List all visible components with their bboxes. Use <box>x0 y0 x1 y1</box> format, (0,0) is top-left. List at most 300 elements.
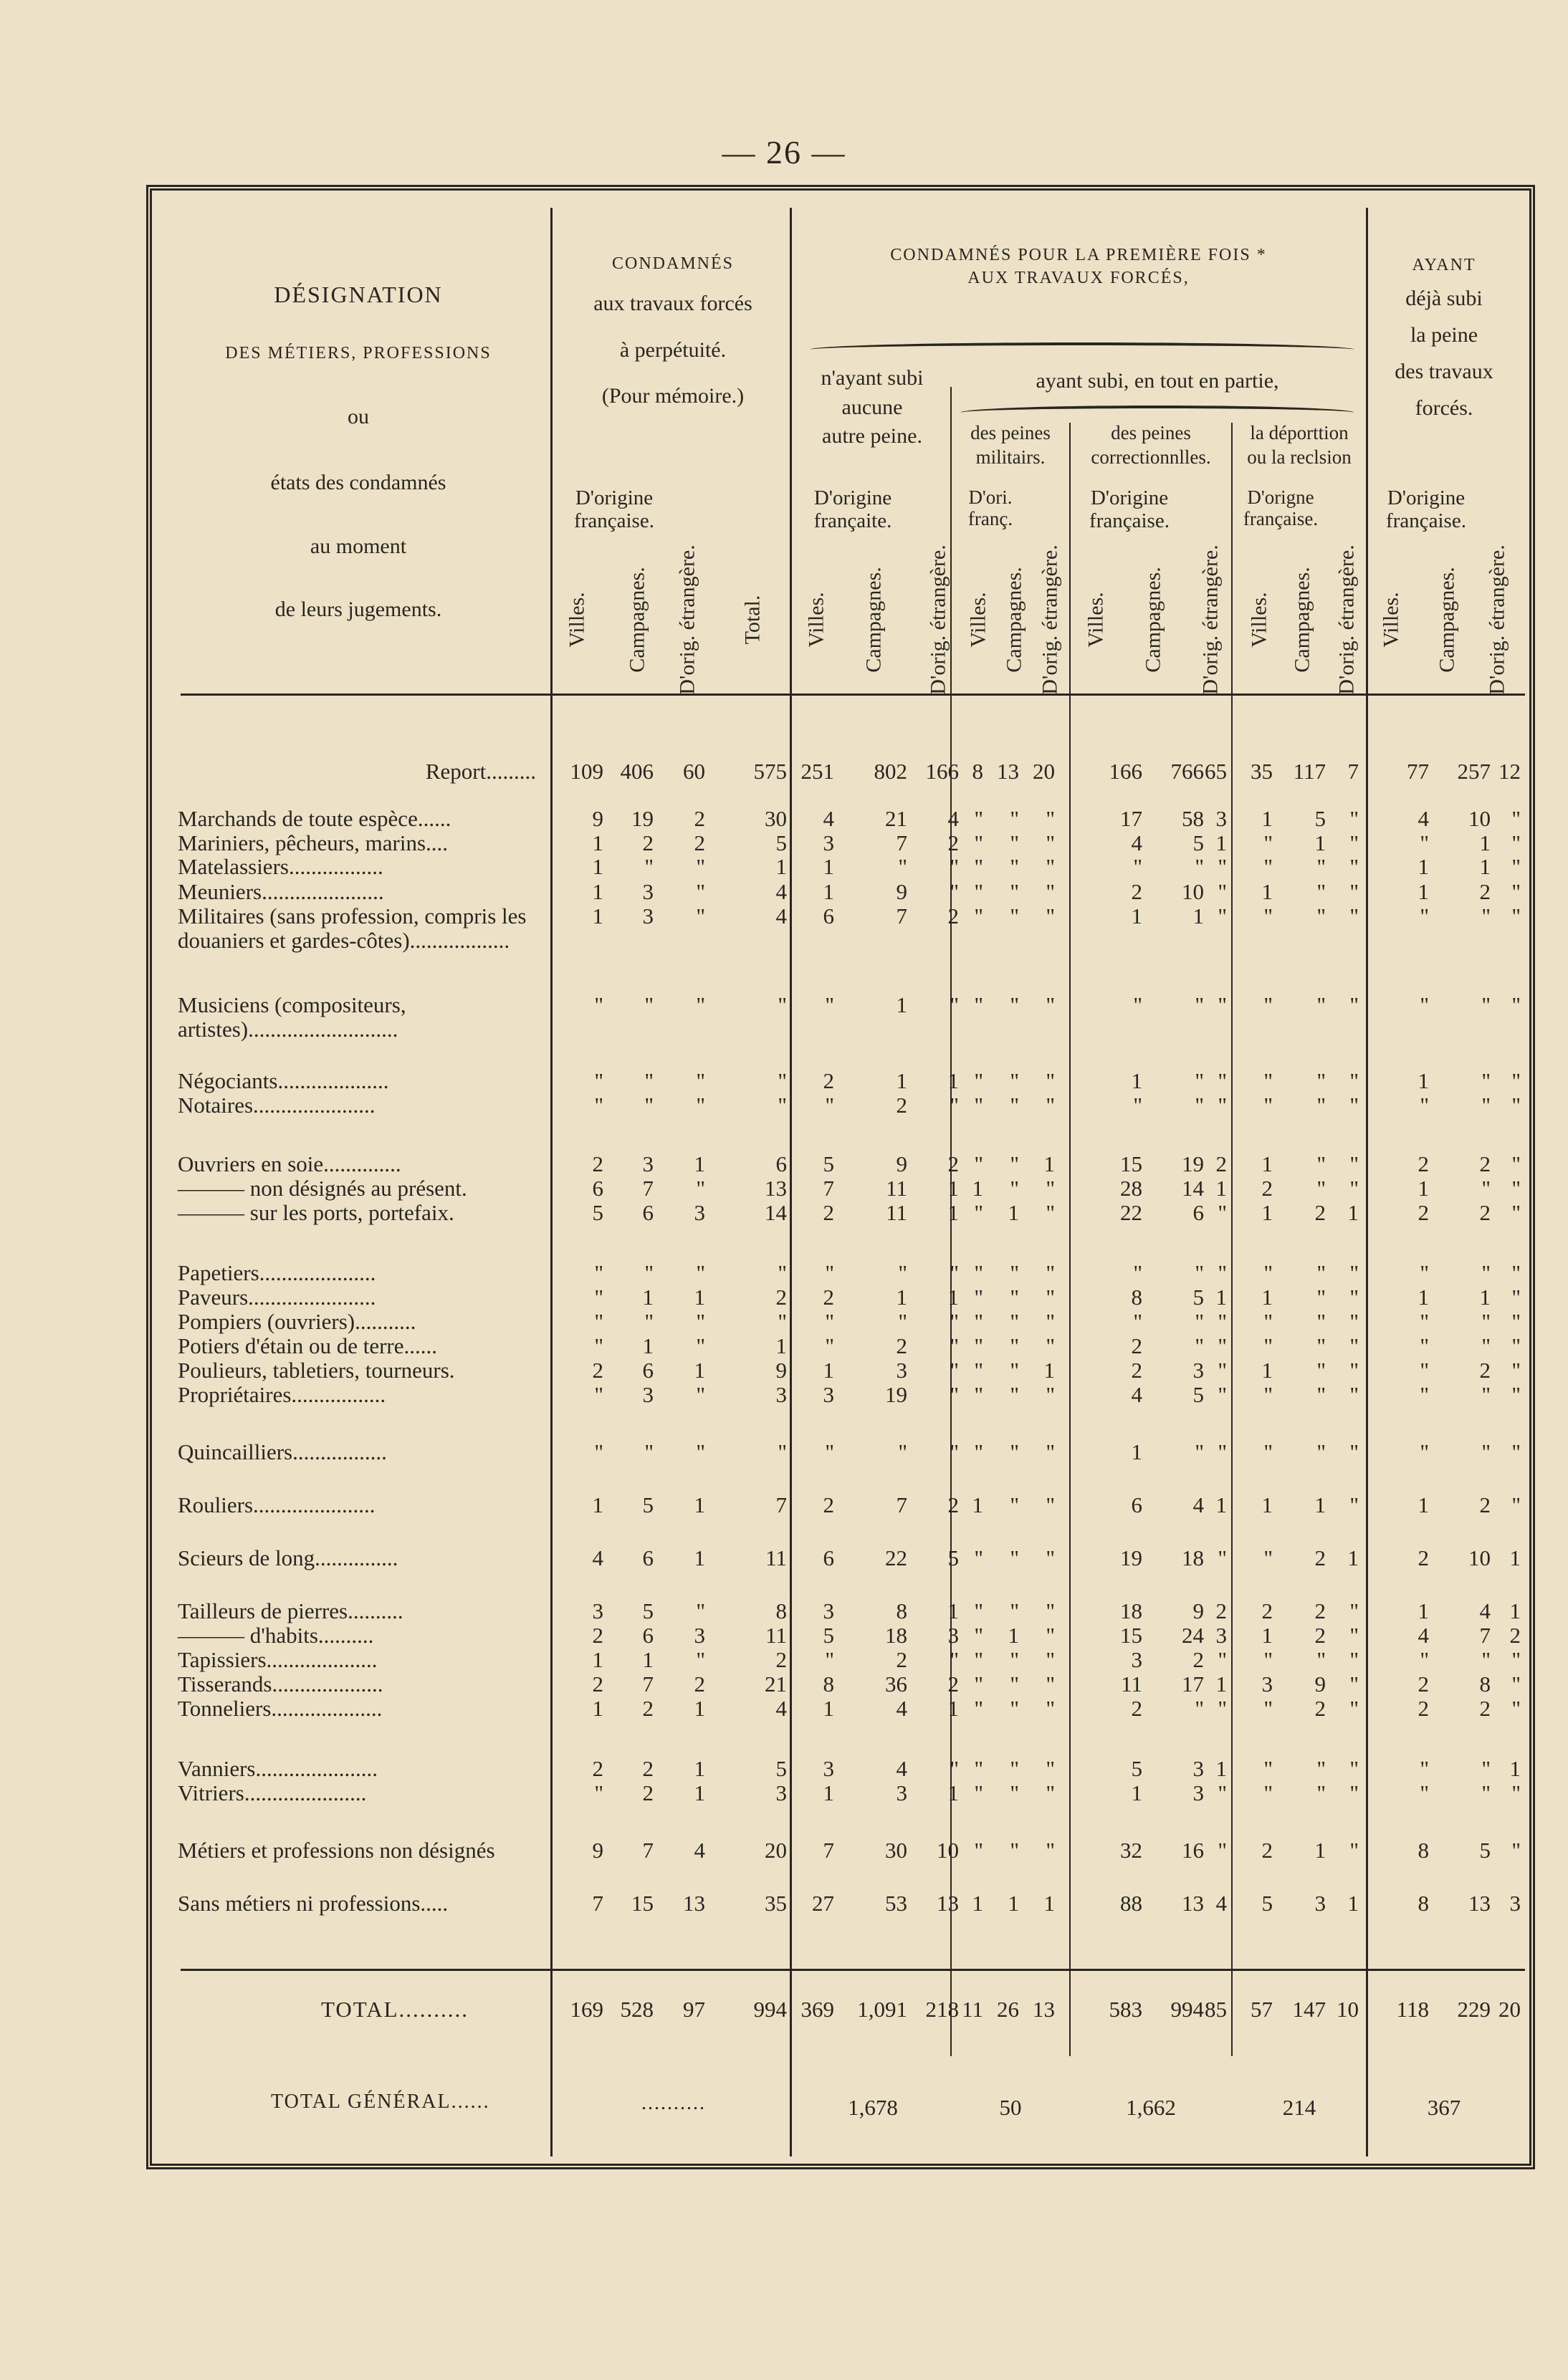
table-cell: " <box>974 1696 983 1721</box>
table-cell: 10 <box>937 1838 959 1863</box>
row-label: Pompiers (ouvriers)........... <box>178 1309 416 1334</box>
total-general-value: 1,662 <box>1126 2095 1176 2120</box>
table-cell: " <box>1010 992 1019 1017</box>
total-cell: 20 <box>1498 1997 1521 2022</box>
table-cell: " <box>1133 854 1142 879</box>
table-cell: 2 <box>896 1333 907 1358</box>
table-cell: 4 <box>823 806 834 831</box>
table-cell: 4 <box>1418 1623 1429 1648</box>
table-cell: 2 <box>947 1151 959 1176</box>
table-cell: 2 <box>1131 879 1142 904</box>
table-cell: 1 <box>592 879 603 904</box>
table-cell: 7 <box>823 1176 834 1201</box>
table-cell: 8 <box>1418 1891 1429 1916</box>
table-cell: " <box>898 1309 907 1334</box>
table-cell: 2 <box>947 903 959 929</box>
table-cell: 1 <box>947 1200 959 1225</box>
table-cell: " <box>1046 1492 1055 1517</box>
table-cell: 1 <box>592 854 603 879</box>
table-cell: 30 <box>765 806 787 831</box>
table-cell: " <box>1316 1780 1326 1805</box>
table-cell: 5 <box>947 1545 959 1570</box>
table-cell: " <box>1316 1309 1326 1334</box>
table-cell: 1 <box>947 1176 959 1201</box>
table-cell: 2 <box>1261 1176 1273 1201</box>
origine-header: D'origine française. <box>1386 486 1466 532</box>
table-cell: " <box>1046 830 1055 855</box>
table-cell: " <box>778 1309 787 1334</box>
row-label: Meuniers...................... <box>178 879 384 904</box>
table-cell: 4 <box>775 1696 787 1721</box>
table-cell: " <box>1511 1439 1521 1464</box>
table-cell: 2 <box>1131 1358 1142 1383</box>
table-cell: " <box>1511 1696 1521 1721</box>
table-cell: 8 <box>1479 1671 1491 1697</box>
table-cell: " <box>1349 1333 1359 1358</box>
table-cell: " <box>1511 992 1521 1017</box>
table-cell: " <box>1046 1696 1055 1721</box>
table-cell: 2 <box>1479 879 1491 904</box>
table-cell: 2 <box>642 830 654 855</box>
table-cell: " <box>974 1647 983 1672</box>
table-cell: " <box>1010 903 1019 929</box>
table-cell: " <box>950 1333 959 1358</box>
table-cell: " <box>974 1200 983 1225</box>
table-cell: " <box>1349 1309 1359 1334</box>
table-cell: 14 <box>1182 1176 1204 1201</box>
table-cell: " <box>1420 1439 1429 1464</box>
table-cell: 35 <box>1251 759 1273 784</box>
origine-header: D'origine française. <box>1089 486 1170 532</box>
premiere-fois-header: CONDAMNÉS POUR LA PREMIÈRE FOIS * AUX TRAVAUX FORCÉS, <box>890 246 1267 288</box>
table-cell: " <box>1349 1260 1359 1285</box>
table-cell: 166 <box>1109 759 1142 784</box>
table-cell: 1 <box>896 992 907 1017</box>
table-cell: " <box>1218 1093 1227 1118</box>
table-cell: " <box>696 1382 705 1407</box>
table-cell: " <box>1010 1358 1019 1383</box>
table-cell: 3 <box>1215 1623 1227 1648</box>
table-cell: 18 <box>1182 1545 1204 1570</box>
table-cell: " <box>1218 1358 1227 1383</box>
table-cell: 1 <box>947 1696 959 1721</box>
row-label: Rouliers...................... <box>178 1492 376 1517</box>
table-cell: 6 <box>642 1545 654 1570</box>
table-cell: " <box>1010 1671 1019 1697</box>
table-cell: " <box>1316 854 1326 879</box>
table-cell: 1 <box>1509 1598 1521 1623</box>
table-cell: " <box>1218 854 1227 879</box>
table-cell: 1 <box>1043 1358 1055 1383</box>
table-cell: " <box>1010 1696 1019 1721</box>
table-cell: 2 <box>1509 1623 1521 1648</box>
table-cell: " <box>1481 992 1491 1017</box>
table-cell: " <box>1010 1838 1019 1863</box>
table-cell: 2 <box>947 1492 959 1517</box>
table-cell: " <box>644 1309 654 1334</box>
row-label: Tonneliers.................... <box>178 1696 383 1721</box>
table-cell: 19 <box>1120 1545 1142 1570</box>
row-label: Vanniers...................... <box>178 1756 378 1781</box>
table-cell: 5 <box>1131 1756 1142 1781</box>
table-cell: 5 <box>823 1151 834 1176</box>
table-cell: " <box>1511 854 1521 879</box>
col-header-etrangere: D'orig. étrangère. <box>1038 544 1063 695</box>
table-cell: 3 <box>1192 1358 1204 1383</box>
table-cell: " <box>594 1309 603 1334</box>
table-cell: " <box>1046 1068 1055 1093</box>
col-header-campagnes: Campagnes. <box>626 567 649 673</box>
table-cell: 4 <box>1192 1492 1204 1517</box>
table-cell: 7 <box>775 1492 787 1517</box>
table-cell: " <box>594 1260 603 1285</box>
table-cell: " <box>1010 1382 1019 1407</box>
table-cell: " <box>950 1358 959 1383</box>
table-cell: 1 <box>947 1780 959 1805</box>
table-cell: " <box>1218 1068 1227 1093</box>
table-cell: 1 <box>1008 1891 1019 1916</box>
table-cell: 3 <box>1192 1780 1204 1805</box>
table-cell: " <box>825 1309 834 1334</box>
row-label: ——— sur les ports, portefaix. <box>178 1200 454 1225</box>
table-cell: " <box>1010 1598 1019 1623</box>
table-cell: " <box>1218 903 1227 929</box>
table-cell: 2 <box>1314 1696 1326 1721</box>
table-cell: 1 <box>1509 1545 1521 1570</box>
table-cell: 2 <box>1192 1647 1204 1672</box>
table-cell: " <box>1511 806 1521 831</box>
col-header-campagnes: Campagnes. <box>1435 567 1459 673</box>
table-cell: " <box>974 1598 983 1623</box>
table-cell: 2 <box>1418 1151 1429 1176</box>
table-cell: " <box>1481 1093 1491 1118</box>
table-cell: 4 <box>1418 806 1429 831</box>
table-cell: 2 <box>1314 1545 1326 1570</box>
table-cell: " <box>1195 854 1204 879</box>
table-cell: " <box>1218 992 1227 1017</box>
table-cell: " <box>1046 1647 1055 1672</box>
col-header-villes: Villes. <box>805 592 829 648</box>
table-cell: 2 <box>1131 1696 1142 1721</box>
table-cell: 1 <box>1008 1623 1019 1648</box>
table-cell: 6 <box>642 1200 654 1225</box>
table-cell: " <box>644 1439 654 1464</box>
table-cell: " <box>1010 1492 1019 1517</box>
table-cell: " <box>1010 1285 1019 1310</box>
table-cell: 22 <box>1120 1200 1142 1225</box>
table-cell: 3 <box>823 830 834 855</box>
total-cell: 229 <box>1457 1997 1491 2022</box>
table-cell: 3 <box>1509 1891 1521 1916</box>
table-cell: 1 <box>1418 1492 1429 1517</box>
table-cell: " <box>825 992 834 1017</box>
table-cell: 5 <box>592 1200 603 1225</box>
table-cell: 1 <box>896 1068 907 1093</box>
table-cell: 2 <box>823 1492 834 1517</box>
table-cell: " <box>1046 1671 1055 1697</box>
table-cell: " <box>1481 903 1491 929</box>
table-cell: " <box>1046 1200 1055 1225</box>
table-cell: " <box>1511 1780 1521 1805</box>
table-cell: 2 <box>1479 1151 1491 1176</box>
table-cell: " <box>1263 1333 1273 1358</box>
table-cell: " <box>974 1333 983 1358</box>
table-cell: " <box>1481 1309 1491 1334</box>
table-cell: 9 <box>1192 1598 1204 1623</box>
row-label: Report......... <box>425 759 536 784</box>
ayant-deja-header: AYANT déjà subi la peine des travaux forcés. <box>1395 256 1493 420</box>
table-cell: " <box>1511 1176 1521 1201</box>
row-label: Musiciens (compositeurs, artistes)........................... <box>178 992 406 1042</box>
table-cell: " <box>594 1333 603 1358</box>
table-cell: " <box>1511 1151 1521 1176</box>
table-cell: " <box>974 992 983 1017</box>
table-cell: " <box>1316 1176 1326 1201</box>
table-cell: " <box>1420 903 1429 929</box>
total-general-value: 50 <box>999 2095 1022 2120</box>
table-cell: " <box>696 854 705 879</box>
table-cell: " <box>1010 1545 1019 1570</box>
total-cell: 118 <box>1396 1997 1429 2022</box>
table-cell: " <box>1420 1647 1429 1672</box>
table-cell: " <box>1133 1260 1142 1285</box>
table-cell: 1 <box>823 1358 834 1383</box>
table-cell: " <box>1046 1093 1055 1118</box>
table-cell: " <box>974 1623 983 1648</box>
table-cell: 4 <box>694 1838 705 1863</box>
table-cell: 9 <box>896 1151 907 1176</box>
col-header-etrangere: D'orig. étrangère. <box>1486 544 1510 695</box>
table-cell: " <box>1349 1492 1359 1517</box>
total-cell: 57 <box>1251 1997 1273 2022</box>
table-cell: 1 <box>1347 1891 1359 1916</box>
brace <box>810 342 1354 357</box>
table-cell: 15 <box>1120 1623 1142 1648</box>
row-label: Marchands de toute espèce...... <box>178 806 451 831</box>
table-cell: 6 <box>823 903 834 929</box>
row-label: Ouvriers en soie.............. <box>178 1151 401 1176</box>
table-cell: 3 <box>642 903 654 929</box>
col-divider <box>1366 208 1368 2156</box>
table-cell: " <box>974 1545 983 1570</box>
table-cell: 32 <box>1120 1838 1142 1863</box>
table-cell: " <box>1511 1093 1521 1118</box>
table-cell: 1 <box>775 854 787 879</box>
table-cell: " <box>1420 992 1429 1017</box>
table-cell: " <box>1218 1439 1227 1464</box>
table-cell: " <box>974 1382 983 1407</box>
table-cell: " <box>898 1260 907 1285</box>
table-cell: " <box>1349 854 1359 879</box>
table-cell: " <box>644 1260 654 1285</box>
row-label: Sans métiers ni professions..... <box>178 1891 449 1916</box>
table-cell: " <box>1046 879 1055 904</box>
table-cell: 1 <box>1261 806 1273 831</box>
table-cell: 1 <box>1347 1200 1359 1225</box>
table-cell: " <box>974 1151 983 1176</box>
row-label: Tisserands.................... <box>178 1671 383 1697</box>
table-cell: " <box>1349 1598 1359 1623</box>
table-cell: 1 <box>823 854 834 879</box>
table-cell: 3 <box>775 1780 787 1805</box>
table-cell: " <box>1195 1068 1204 1093</box>
table-cell: 11 <box>886 1200 907 1225</box>
row-label: Poulieurs, tabletiers, tourneurs. <box>178 1358 455 1383</box>
table-cell: 2 <box>1479 1696 1491 1721</box>
total-cell: 528 <box>620 1997 654 2022</box>
row-label: Paveurs....................... <box>178 1285 376 1310</box>
table-cell: " <box>696 1598 705 1623</box>
table-cell: 8 <box>775 1598 787 1623</box>
table-cell: " <box>1511 1382 1521 1407</box>
total-cell: 97 <box>683 1997 705 2022</box>
table-cell: " <box>1420 1756 1429 1781</box>
table-cell: " <box>1263 903 1273 929</box>
table-cell: " <box>1481 1068 1491 1093</box>
table-cell: 1 <box>1479 1285 1491 1310</box>
total-cell: 583 <box>1109 1997 1142 2022</box>
table-cell: 1 <box>972 1891 983 1916</box>
table-cell: " <box>594 1382 603 1407</box>
total-general-value: 214 <box>1282 2095 1316 2120</box>
table-cell: 1 <box>1418 1598 1429 1623</box>
table-cell: 3 <box>642 1151 654 1176</box>
table-cell: " <box>950 1382 959 1407</box>
table-cell: " <box>696 1333 705 1358</box>
row-label: Matelassiers................. <box>178 854 383 879</box>
table-cell: " <box>778 1260 787 1285</box>
table-cell: 6 <box>775 1151 787 1176</box>
table-cell: " <box>1218 1200 1227 1225</box>
col-header-etrangere: D'orig. étrangère. <box>1335 544 1359 695</box>
table-cell: 3 <box>1215 806 1227 831</box>
table-cell: " <box>974 1285 983 1310</box>
total-cell: 11 <box>962 1997 983 2022</box>
col-header-etrangere: D'orig. étrangère. <box>927 544 951 695</box>
table-cell: 1 <box>1131 1068 1142 1093</box>
table-cell: " <box>974 1093 983 1118</box>
table-cell: " <box>1046 1545 1055 1570</box>
table-cell: 16 <box>1182 1838 1204 1863</box>
table-cell: 1 <box>1418 1285 1429 1310</box>
table-cell: " <box>1511 1333 1521 1358</box>
table-cell: " <box>778 992 787 1017</box>
table-cell: " <box>1511 1838 1521 1863</box>
table-cell: 4 <box>775 879 787 904</box>
table-cell: " <box>1010 879 1019 904</box>
table-cell: 3 <box>823 1756 834 1781</box>
row-label: ——— d'habits.......... <box>178 1623 374 1648</box>
table-cell: " <box>1420 1333 1429 1358</box>
col-header-villes: Villes. <box>565 592 590 648</box>
table-cell: " <box>1046 1285 1055 1310</box>
table-cell: " <box>1481 1439 1491 1464</box>
table-cell: " <box>1511 1068 1521 1093</box>
table-cell: 3 <box>592 1598 603 1623</box>
table-cell: " <box>696 1260 705 1285</box>
table-cell: 117 <box>1293 759 1326 784</box>
table-cell: " <box>825 1260 834 1285</box>
col-header-campagnes: Campagnes. <box>1291 567 1314 673</box>
table-cell: 1 <box>972 1492 983 1517</box>
table-cell: 1 <box>896 1285 907 1310</box>
table-cell: " <box>974 1309 983 1334</box>
table-cell: " <box>1046 1260 1055 1285</box>
table-cell: 2 <box>896 1647 907 1672</box>
table-cell: " <box>1420 830 1429 855</box>
table-cell: 2 <box>592 1151 603 1176</box>
table-cell: " <box>1195 1309 1204 1334</box>
table-cell: " <box>778 1093 787 1118</box>
table-cell: 3 <box>823 1382 834 1407</box>
table-cell: 10 <box>1468 1545 1491 1570</box>
table-cell: " <box>1316 1439 1326 1464</box>
row-label: Potiers d'étain ou de terre...... <box>178 1333 437 1358</box>
table-cell: 4 <box>947 806 959 831</box>
table-cell: 17 <box>1182 1671 1204 1697</box>
table-cell: " <box>1133 992 1142 1017</box>
table-cell: 4 <box>1131 1382 1142 1407</box>
table-cell: " <box>1218 1309 1227 1334</box>
table-cell: 1 <box>1418 1068 1429 1093</box>
table-cell: 1 <box>1215 830 1227 855</box>
table-cell: 13 <box>683 1891 705 1916</box>
table-cell: " <box>1195 1260 1204 1285</box>
table-cell: " <box>974 806 983 831</box>
table-cell: 2 <box>823 1200 834 1225</box>
table-cell: " <box>1218 1647 1227 1672</box>
table-cell: " <box>696 1176 705 1201</box>
table-cell: 1 <box>972 1176 983 1201</box>
table-cell: " <box>1511 879 1521 904</box>
table-cell: " <box>1316 992 1326 1017</box>
table-cell: 2 <box>947 830 959 855</box>
table-cell: 2 <box>1479 1492 1491 1517</box>
table-cell: 257 <box>1457 759 1491 784</box>
table-cell: " <box>1511 1358 1521 1383</box>
table-cell: 1 <box>823 1696 834 1721</box>
table-cell: 575 <box>753 759 787 784</box>
table-cell: " <box>1010 1176 1019 1201</box>
table-cell: 13 <box>1468 1891 1491 1916</box>
table-cell: 109 <box>570 759 603 784</box>
table-cell: " <box>1420 1260 1429 1285</box>
table-cell: 1 <box>1347 1545 1359 1570</box>
table-cell: " <box>974 1068 983 1093</box>
total-cell: 13 <box>1033 1997 1055 2022</box>
table-cell: 1 <box>1261 1623 1273 1648</box>
table-cell: " <box>778 1439 787 1464</box>
table-cell: 4 <box>896 1696 907 1721</box>
table-cell: " <box>696 879 705 904</box>
table-cell: " <box>1316 1756 1326 1781</box>
table-cell: 1 <box>823 879 834 904</box>
table-cell: 2 <box>1479 1358 1491 1383</box>
table-cell: 1 <box>1509 1756 1521 1781</box>
table-cell: " <box>1046 903 1055 929</box>
table-cell: 9 <box>592 806 603 831</box>
col-header-etrangere: D'orig. étrangère. <box>1199 544 1223 695</box>
table-cell: " <box>950 1309 959 1334</box>
table-cell: " <box>974 1838 983 1863</box>
table-cell: 3 <box>896 1780 907 1805</box>
table-cell: " <box>1511 1260 1521 1285</box>
table-cell: 22 <box>885 1545 907 1570</box>
table-cell: " <box>1511 1492 1521 1517</box>
table-cell: " <box>1511 1200 1521 1225</box>
table-cell: " <box>1420 1309 1429 1334</box>
table-cell: " <box>594 1780 603 1805</box>
